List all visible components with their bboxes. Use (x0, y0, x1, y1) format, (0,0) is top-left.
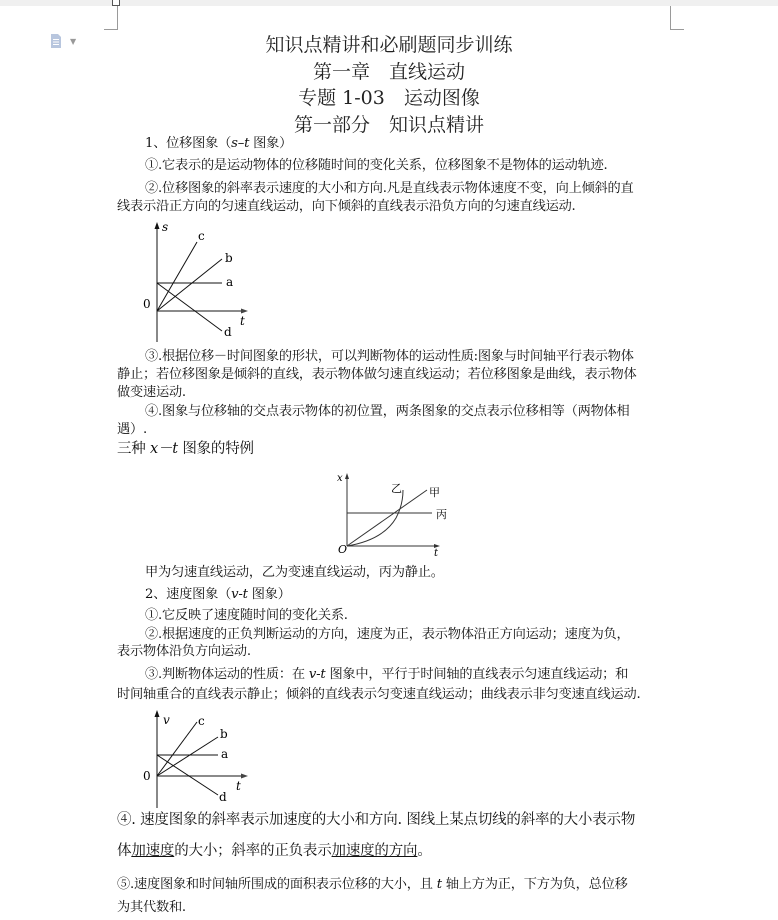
line-c-label: c (198, 714, 205, 728)
underlined-text: 加速度 (131, 843, 175, 859)
curve-yi-label: 乙 (391, 482, 402, 495)
section2-point5-line1 (117, 876, 628, 894)
v-t-graph (140, 708, 255, 808)
page-corner-mark-right (670, 6, 684, 30)
line-d-label: d (219, 790, 227, 804)
t-axis-label: t (240, 314, 245, 328)
special-cases-heading (117, 440, 254, 458)
paragraph-text: 的大小；斜率的正负表示 (174, 843, 332, 859)
heading-text: 图象） (247, 587, 291, 602)
origin-label: 0 (143, 297, 151, 311)
section1-point4-line1: ④.图象与位移轴的交点表示物体的初位置，两条图象的交点表示位移相等（两物体相 (145, 404, 630, 419)
s-t-graph (140, 220, 255, 345)
page-corner-mark-left (104, 6, 118, 30)
line-b (157, 737, 218, 776)
x-axis-label: x (337, 473, 343, 484)
line-bing-label: 丙 (436, 508, 447, 521)
t-axis-label: t (236, 779, 241, 793)
v-axis-arrow-icon (155, 710, 160, 717)
section1-point3-line3: 做变速运动. (117, 385, 186, 400)
paragraph-variable: t (436, 877, 442, 892)
paragraph-text: 体 (117, 843, 132, 859)
line-a-label: a (226, 275, 234, 289)
paragraph-text: ③.判断物体运动的性质：在 (145, 667, 309, 682)
heading-text: 2、速度图象（ (145, 587, 232, 602)
t-axis-arrow-icon (241, 309, 248, 314)
line-b-label: b (225, 251, 233, 265)
underlined-text: 加速度的方向 (331, 843, 418, 859)
paragraph-text: 轴上方为正，下方为负，总位移 (441, 877, 628, 892)
heading-text: 图象） (249, 136, 293, 151)
section2-point3-line1 (145, 666, 628, 684)
origin-label: O (338, 543, 348, 556)
section1-point3-line2: 静止；若位移图象是倾斜的直线，表示物体做匀速直线运动；若位移图象是曲线，表示物体 (117, 367, 637, 382)
line-c-label: c (198, 229, 205, 243)
s-axis-label: s (162, 220, 169, 234)
line-c (157, 242, 197, 311)
s-axis-arrow-icon (155, 222, 160, 229)
section2-point3-line2: 时间轴重合的直线表示静止；倾斜的直线表示匀变速直线运动；曲线表示非匀变速直线运动. (117, 687, 641, 702)
section2-heading (145, 586, 291, 604)
line-b (157, 259, 222, 311)
special-cases-description: 甲为匀速直线运动，乙为变速直线运动，丙为静止。 (145, 565, 444, 580)
section2-point4-line2 (117, 842, 432, 860)
heading-text: 1、位移图象（ (145, 136, 232, 151)
chapter-title: 第一章 直线运动 (312, 61, 465, 83)
line-d (157, 755, 218, 795)
heading-text: 图象的特例 (177, 441, 254, 457)
line-a-label: a (221, 747, 229, 761)
section1-point4-line2: 遇）. (117, 422, 147, 437)
heading-text: 三种 (117, 441, 151, 457)
t-axis-arrow-icon (241, 774, 248, 779)
section1-point2-line2: 线表示沿正方向的匀速直线运动，向下倾斜的直线表示沿负方向的匀速直线运动. (117, 199, 576, 214)
line-b-label: b (220, 727, 228, 741)
line-jia-label: 甲 (429, 486, 440, 499)
x-t-graph (333, 470, 453, 558)
line-d (157, 283, 222, 331)
part-title: 第一部分 知识点精讲 (293, 114, 484, 136)
origin-label: 0 (143, 769, 151, 783)
topic-title: 专题 1-03 运动图像 (298, 87, 480, 109)
section2-point5-line2: 为其代数和. (117, 900, 186, 915)
t-axis-label: t (434, 548, 439, 558)
line-d-label: d (224, 325, 232, 339)
section2-point2-line1: ②.根据速度的正负判断运动的方向，速度为正，表示物体沿正方向运动；速度为负， (145, 627, 630, 642)
heading-variable: s–t (231, 136, 250, 151)
section2-point2-line2: 表示物体沿负方向运动. (117, 644, 251, 659)
section1-point3-line1: ③.根据位移－时间图象的形状，可以判断物体的运动性质:图象与时间轴平行表示物体 (145, 349, 634, 364)
chevron-down-icon[interactable]: ▼ (70, 37, 77, 46)
heading-variable: x－t (150, 441, 178, 457)
section1-point1: ①.它表示的是运动物体的位移随时间的变化关系，位移图象不是物体的运动轨迹. (145, 158, 608, 173)
section2-point1: ①.它反映了速度随时间的变化关系. (145, 608, 348, 623)
v-axis-label: v (163, 713, 170, 727)
paragraph-text: ⑤.速度图象和时间轴所围成的面积表示位移的大小，且 (117, 877, 437, 892)
paragraph-variable: v-t (308, 667, 326, 682)
section2-point4-line1: ④. 速度图象的斜率表示加速度的大小和方向. 图线上某点切线的斜率的大小表示物 (117, 812, 636, 828)
section1-point2-line1: ②.位移图象的斜率表示速度的大小和方向.凡是直线表示物体速度不变，向上倾斜的直 (145, 181, 634, 196)
paragraph-text: 。 (417, 843, 432, 859)
heading-variable: v-t (231, 587, 248, 602)
line-jia (347, 490, 427, 546)
curve-yi (347, 490, 403, 546)
x-axis-arrow-icon (345, 473, 349, 479)
section1-heading (145, 135, 292, 153)
paragraph-text: 图象中，平行于时间轴的直线表示匀速直线运动；和 (325, 667, 629, 682)
document-title: 知识点精讲和必刷题同步训练 (265, 34, 513, 56)
